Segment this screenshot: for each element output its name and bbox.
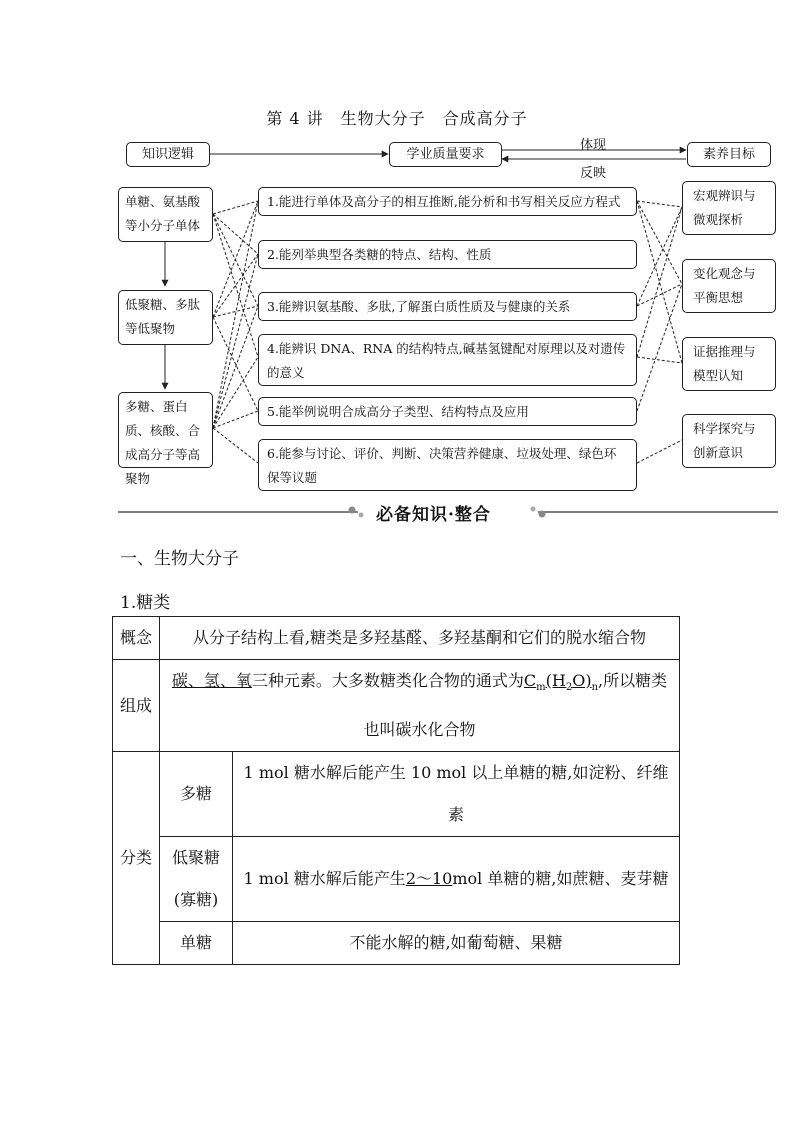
requirement-3: 3.能辨识氨基酸、多肽,了解蛋白质性质及与健康的关系 <box>258 292 637 321</box>
class-desc-oligosaccharide: 1 mol 糖水解后能产生2～10mol 单糖的糖,如蔗糖、麦芽糖 <box>233 837 680 922</box>
section-heading: 一、生物大分子 <box>120 549 239 569</box>
target-inquiry-innovation: 科学探究与创新意识 <box>682 414 776 468</box>
requirement-1: 1.能进行单体及高分子的相互推断,能分析和书写相关反应方程式 <box>258 187 637 216</box>
table-row <box>113 660 680 752</box>
table-row <box>113 617 680 660</box>
class-name-polysaccharide: 多糖 <box>160 752 233 837</box>
sugar-table <box>112 616 680 965</box>
class-desc-monosaccharide: 不能水解的糖,如葡萄糖、果糖 <box>233 922 680 965</box>
subsection-heading: 1.糖类 <box>120 593 171 613</box>
sugar-formula: $C_m(H_2O)_n$ <box>523 671 599 694</box>
target-evidence-model: 证据推理与模型认知 <box>682 337 776 391</box>
literacy-goals-box: 素养目标 <box>687 142 771 167</box>
page-title: 第 4 讲 生物大分子 合成高分子 <box>266 109 528 128</box>
quality-requirements-box: 学业质量要求 <box>389 142 502 167</box>
target-macro-micro: 宏观辨识与微观探析 <box>682 181 776 235</box>
left-node-oligomers: 低聚糖、多肽等低聚物 <box>118 290 213 345</box>
requirement-5: 5.能举例说明合成高分子类型、结构特点及应用 <box>258 397 637 426</box>
banner-title: 必备知识·整合 <box>372 500 495 525</box>
classification-label: 分类 <box>113 752 160 965</box>
class-name-oligosaccharide: 低聚糖(寡糖) <box>160 837 233 922</box>
class-desc-polysaccharide: 1 mol 糖水解后能产生 10 mol 以上单糖的糖,如淀粉、纤维素 <box>233 752 680 837</box>
requirement-2: 2.能列举典型各类糖的特点、结构、性质 <box>258 240 637 269</box>
target-change-balance: 变化观念与平衡思想 <box>682 259 776 313</box>
requirement-6: 6.能参与讨论、评价、判断、决策营养健康、垃圾处理、绿色环保等议题 <box>258 439 637 491</box>
concept-label: 概念 <box>113 617 160 660</box>
requirement-4: 4.能辨识 DNA、RNA 的结构特点,碱基氢键配对原理以及对遗传的意义 <box>258 334 637 386</box>
composition-label: 组成 <box>113 660 160 752</box>
reflect-label: 反映 <box>580 166 607 181</box>
knowledge-logic-box: 知识逻辑 <box>126 142 210 167</box>
composition-end: ,所以糖类也叫碳水化合物 <box>363 671 668 740</box>
concept-text: 从分子结构上看,糖类是多羟基醛、多羟基酮和它们的脱水缩合物 <box>160 617 680 660</box>
table-row <box>113 752 680 837</box>
table-row <box>113 837 680 922</box>
left-node-monomers: 单糖、氨基酸等小分子单体 <box>118 187 213 242</box>
composition-mid: 三种元素。大多数糖类化合物的通式为 <box>251 671 524 690</box>
table-row <box>113 922 680 965</box>
class-name-monosaccharide: 单糖 <box>160 922 233 965</box>
composition-text <box>160 660 680 752</box>
left-node-polymers: 多糖、蛋白质、核酸、合成高分子等高聚物 <box>118 392 213 468</box>
embody-label: 体现 <box>580 138 607 153</box>
composition-elements: 碳、氢、氧 <box>171 671 252 690</box>
